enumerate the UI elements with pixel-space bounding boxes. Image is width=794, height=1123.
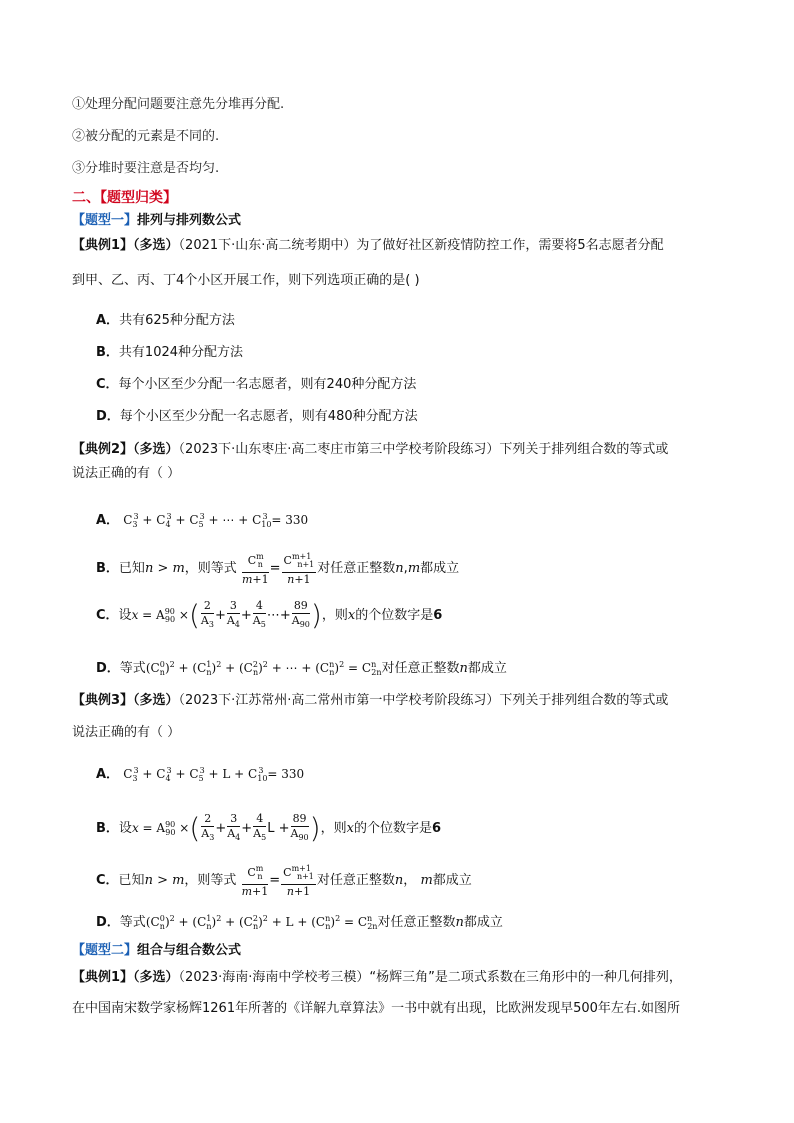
ex2-label: 【典例2】（多选） xyxy=(72,442,179,457)
ex3-option-c: C．已知n > m，则等式 $\frac{C^m_n}{m+1}$ = $\frac{C^{m+1}_{n+1}}{n+1}$ 对任意正整数n， m都成立 xyxy=(96,864,472,898)
ex1-option-c: C．每个小区至少分配一名志愿者，则有240种分配方法 xyxy=(96,377,417,392)
ex1-option-d: D．每个小区至少分配一名志愿者，则有480种分配方法 xyxy=(96,409,418,424)
ex4-line2: 在中国南宋数学家杨辉1261年所著的《详解九章算法》一书中就有出现，比欧洲发现早500年左右.如图所 xyxy=(72,1001,681,1016)
ex1-stem-1: 为了做好社区新疫情防控工作，需要将5名志愿者分配 xyxy=(356,238,664,253)
ex2-option-a: A． $C_3^3 + C_4^3 + C_5^3$ + ⋯ + $C_{10}^3 = 330$ xyxy=(96,512,309,529)
section-title: 【题型归类】 xyxy=(100,190,177,206)
ex3-option-b: B．设$x = A^{90}_{90}$ ×( $\frac{2}{A_3}$ + $\frac{3}{A_4}$ + $\frac{4}{A_5}$ L + $\frac{89}{A_{90}}$ )，则x的个位数字是6 xyxy=(96,811,441,845)
ex1-option-a: A．共有625种分配方法 xyxy=(96,313,235,328)
note-3: ③分堆时要注意是否均匀. xyxy=(72,161,220,176)
ex2-line1 xyxy=(72,440,730,460)
type1-bracket: 【题型一】 xyxy=(72,213,138,228)
type1-heading xyxy=(72,211,730,231)
section-prefix: 二、 xyxy=(72,190,100,206)
type2-bracket: 【题型二】 xyxy=(72,943,138,958)
type2-heading xyxy=(72,941,730,961)
ex2-a-formula: $C_3^3 + C_4^3 + C_5^3$ + ⋯ + $C_{10}^3 = 330$ xyxy=(123,512,309,529)
ex3-source: （2023下·江苏常州·高二常州市第一中学校考阶段练习） xyxy=(178,693,500,708)
note-2: ②被分配的元素是不同的. xyxy=(72,129,220,144)
type2-title: 组合与组合数公式 xyxy=(137,943,242,958)
ex3-stem-1: 下列关于排列组合数的等式或 xyxy=(499,693,669,708)
ex2-option-c: C．设$x = A^{90}_{90}$ ×( $\frac{2}{A_3}$ + $\frac{3}{A_4}$ + $\frac{4}{A_5}$ ⋯+ $\frac{89}{A_{90}}$ )，则x的个位数字是6 xyxy=(96,598,443,632)
ex3-line2: 说法正确的有（ ） xyxy=(72,725,181,740)
ex3-option-a: A． $C_3^3 + C_4^3 + C_5^3 + L + C_{10}^3 = 330$ xyxy=(96,766,305,783)
note-1: ①处理分配问题要注意先分堆再分配. xyxy=(72,97,285,112)
ex1-line1 xyxy=(72,236,730,256)
ex2-option-b: B．已知n > m，则等式 $\frac{C^m_n}{m+1}$ = $\frac{C^{m+1}_{n+1}}{n+1}$ 对任意正整数n,m都成立 xyxy=(96,552,460,586)
section-heading xyxy=(72,188,730,208)
type1-title: 排列与排列数公式 xyxy=(137,213,242,228)
ex1-source: （2021下·山东·高二统考期中） xyxy=(178,238,357,253)
ex3-label: 【典例3】（多选） xyxy=(72,693,179,708)
ex3-option-d: D．等式$(C^0_n)^2 + (C^1_n)^2 + (C^2_n)^2 + L + (C^n_n)^2 = C^n_{2n}$对任意正整数n都成立 xyxy=(96,914,503,931)
ex1-line2: 到甲、乙、丙、丁4个小区开展工作，则下列选项正确的是( ) xyxy=(72,273,420,288)
ex2-option-d: D．等式$(C^0_n)^2 + (C^1_n)^2 + (C^2_n)^2$ + ⋯ + $(C^n_n)^2 = C^n_{2n}$对任意正整数n都成立 xyxy=(96,660,507,677)
ex4-source: （2023·海南·海南中学校考三模） xyxy=(178,970,370,985)
ex4-stem-1: “杨辉三角”是二项式系数在三角形中的一种几何排列， xyxy=(369,970,682,985)
ex4-line1 xyxy=(72,968,730,988)
ex3-line1 xyxy=(72,691,730,711)
ex1-option-b: B．共有1024种分配方法 xyxy=(96,345,244,360)
ex1-label: 【典例1】（多选） xyxy=(72,238,179,253)
ex2-source: （2023下·山东枣庄·高二枣庄市第三中学校考阶段练习） xyxy=(178,442,500,457)
ex4-label: 【典例1】（多选） xyxy=(72,970,179,985)
ex2-stem-1: 下列关于排列组合数的等式或 xyxy=(499,442,669,457)
ex2-line2: 说法正确的有（ ） xyxy=(72,466,181,481)
